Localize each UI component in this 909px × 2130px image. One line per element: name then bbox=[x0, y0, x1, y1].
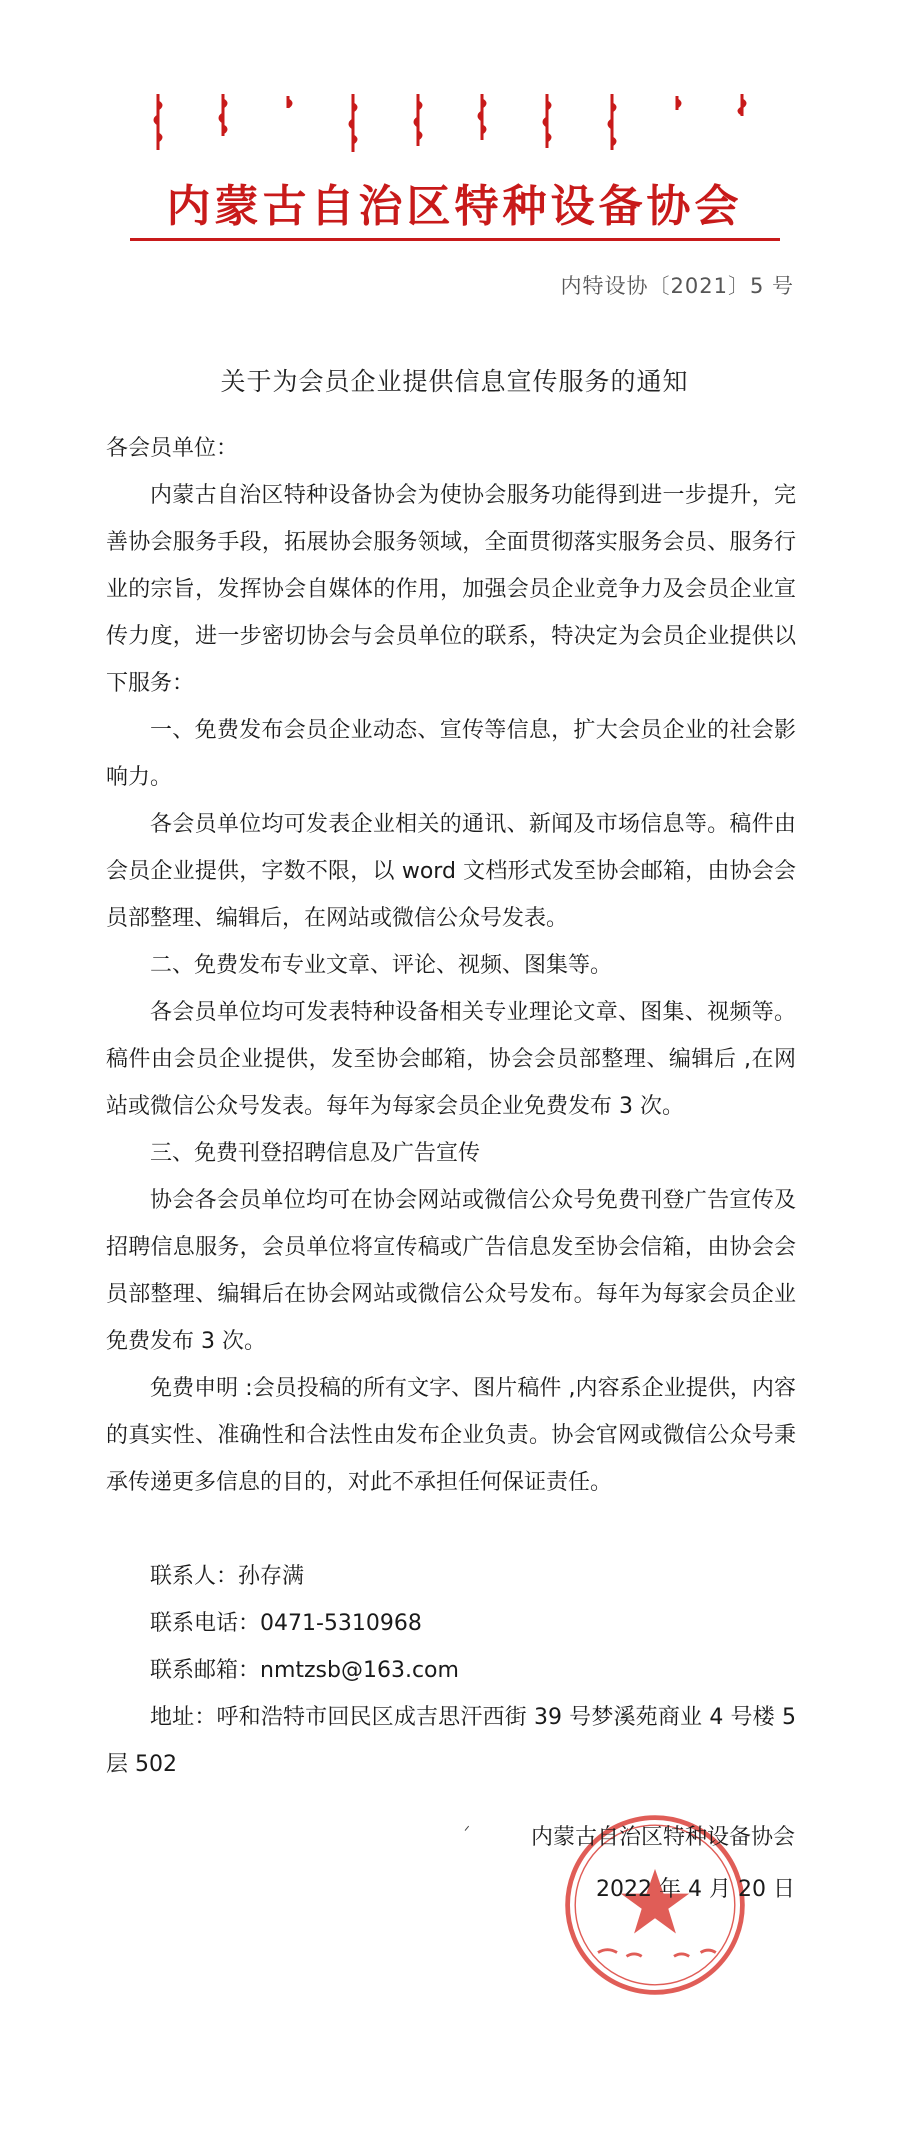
mongolian-script-header bbox=[150, 92, 750, 162]
signature-block bbox=[531, 1812, 795, 1916]
mongolian-glyph-icon bbox=[215, 92, 231, 156]
contact-email: 联系邮箱：nmtzsb@163.com bbox=[150, 1658, 459, 1683]
document-body bbox=[106, 425, 796, 1788]
signature-org: 内蒙古自治区特种设备协会 bbox=[530, 1825, 795, 1850]
mongolian-glyph-icon bbox=[539, 92, 555, 156]
paragraph: 内蒙古自治区特种设备协会为使协会服务功能得到进一步提升，完善协会服务手段，拓展协会服务领域，全面贯彻落实服务会员、服务行业的宗旨，发挥协会自媒体的作用，加强会员企业竞争力及会员企业宣传力度，进一步密切协会与会员单位的联系，特决定为会员企业提供以下服务： bbox=[106, 483, 796, 696]
paragraph: 各会员单位均可发表企业相关的通讯、新闻及市场信息等。稿件由会员企业提供，字数不限，以 word 文档形式发至协会邮箱，由协会会员部整理、编辑后，在网站或微信公众号发表。 bbox=[106, 812, 796, 931]
mongolian-glyph-icon bbox=[474, 92, 490, 156]
contact-address: 地址：呼和浩特市回民区成吉思汗西街 39 号梦溪苑商业 4 号楼 5 层 502 bbox=[106, 1705, 796, 1777]
letterhead-divider bbox=[130, 238, 780, 241]
document-number: 内特设协〔2021〕5 号 bbox=[560, 274, 794, 298]
mongolian-glyph-icon bbox=[734, 92, 750, 156]
signature-date: 2022 年 4 月 20 日 bbox=[596, 1877, 795, 1902]
section-heading: 三、免费刊登招聘信息及广告宣传 bbox=[150, 1141, 481, 1166]
contact-phone: 联系电话：0471-5310968 bbox=[150, 1611, 422, 1636]
mongolian-glyph-icon bbox=[410, 92, 426, 156]
spacer bbox=[106, 1506, 796, 1553]
mongolian-glyph-icon bbox=[604, 92, 620, 156]
salutation: 各会员单位： bbox=[106, 436, 239, 461]
mongolian-glyph-icon bbox=[280, 92, 296, 156]
contact-person: 联系人：孙存满 bbox=[150, 1564, 305, 1589]
paragraph: 各会员单位均可发表特种设备相关专业理论文章、图集、视频等。稿件由会员企业提供，发至协会邮箱，协会会员部整理、编辑后 ,在网站或微信公众号发表。每年为每家会员企业免费发布 3 次。 bbox=[106, 1000, 796, 1119]
disclaimer: 免费申明 :会员投稿的所有文字、图片稿件 ,内容系企业提供，内容的真实性、准确性和合法性由发布企业负责。协会官网或微信公众号秉承传递更多信息的目的，对此不承担任何保证责任。 bbox=[106, 1376, 796, 1495]
mongolian-glyph-icon bbox=[150, 92, 166, 156]
paragraph: 协会各会员单位均可在协会网站或微信公众号免费刊登广告宣传及招聘信息服务，会员单位将宣传稿或广告信息发至协会信箱，由协会会员部整理、编辑后在协会网站或微信公众号发布。每年为每家会员企业免费发布 3 次。 bbox=[106, 1188, 796, 1354]
mongolian-glyph-icon bbox=[669, 92, 685, 156]
mongolian-glyph-icon bbox=[345, 92, 361, 156]
section-heading: 二、免费发布专业文章、评论、视频、图集等。 bbox=[150, 953, 613, 978]
document-title: 关于为会员企业提供信息宣传服务的通知 bbox=[220, 367, 689, 396]
letterhead-org-name: 内蒙古自治区特种设备协会 bbox=[166, 181, 743, 232]
margin-mark: ᐟ bbox=[464, 1824, 470, 1840]
section-heading: 一、免费发布会员企业动态、宣传等信息，扩大会员企业的社会影响力。 bbox=[106, 718, 796, 790]
